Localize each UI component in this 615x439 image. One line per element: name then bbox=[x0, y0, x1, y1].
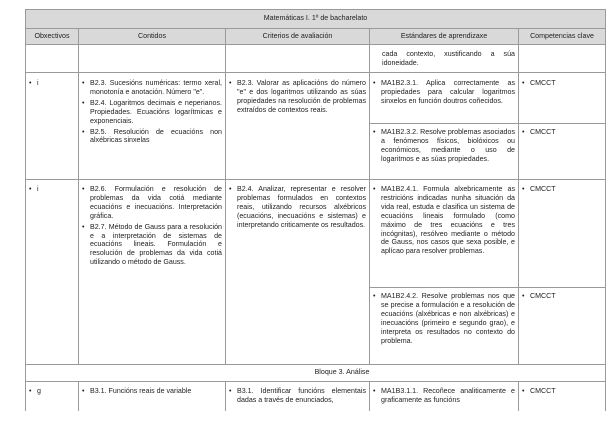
header-objectives: Obxectivos bbox=[26, 29, 78, 44]
rule bbox=[605, 9, 606, 411]
header-standards: Estándares de aprendizaxe bbox=[370, 29, 518, 44]
row3-standard: • MA1B3.1.1. Recoñece analiticamente e graficamente as funcións bbox=[373, 387, 515, 404]
rule bbox=[369, 287, 606, 288]
row1-contents bbox=[79, 78, 225, 178]
row1-objective: • i bbox=[29, 79, 39, 87]
row1-criterion: • B2.3. Valorar as aplicacións do número "e" e dos logaritmos utilizando as súas propiedades na resolución de problemas extraídos de contextos reais. bbox=[229, 79, 366, 114]
rule bbox=[369, 123, 606, 124]
row3-competence: • CMCCT bbox=[522, 387, 556, 395]
table-title: Matemáticas I. 1º de bacharelato bbox=[263, 14, 368, 22]
row1-standard-a: • MA1B2.3.1. Aplica correctamente as propiedades para calcular logaritmos sinxelos en función doutros coñecidos. bbox=[373, 79, 515, 105]
row1-competence-b: • CMCCT bbox=[522, 128, 556, 136]
row1-competence-a: • CMCCT bbox=[522, 79, 556, 87]
row2-standard-a: • MA1B2.4.1. Formula alxebricamente as restricións indicadas nunha situación da vida real, estuda e clasifica un sistema de ecuacións lineais formulado (como máximo de tres ecuacións e tres incógnitas), resólveo mediante o método de Gauss, nos casos que sexa posible, e aplícao para resolver problemas. bbox=[373, 185, 515, 256]
row1-content-item: • B2.3. Sucesións numéricas: termo xeral, monotonía e anotación. Número "e". bbox=[82, 79, 222, 96]
row1-content-item: • B2.4. Logaritmos decimais e neperianos. Propiedades. Ecuacións logarítmicas e exponenciais. bbox=[82, 98, 222, 125]
row2-contents bbox=[79, 184, 225, 364]
table-title-cell bbox=[26, 10, 605, 28]
row2-competence-b: • CMCCT bbox=[522, 292, 556, 300]
header-criteria: Criterios de avaliación bbox=[226, 29, 369, 44]
row2-content-item: • B2.6. Formulación e resolución de problemas da vida cotiá mediante ecuacións e inecuacións. Interpretación gráfica. bbox=[82, 185, 222, 220]
block-title: Bloque 3. Análise bbox=[314, 368, 370, 376]
row3-objective: • g bbox=[29, 387, 41, 395]
row2-standard-b: • MA1B2.4.2. Resolve problemas nos que se precise a formulación e a resolución de ecuacións (alxébricas e non alxébricas) e inecuacións (primeiro e segundo grao), e interpreta os resultados no contexto do problema. bbox=[373, 292, 515, 345]
row2-objective: • i bbox=[29, 185, 39, 193]
row2-content-item: • B2.7. Método de Gauss para a resolución e a interpretación de sistemas de ecuacións lineais. Formulación e resolución de problemas da vida cotiá utilizando o método de Gauss. bbox=[82, 222, 222, 267]
row3-content: • B3.1. Funcións reais de variable bbox=[82, 387, 192, 395]
continuation-standard: cada contexto, xustificando a súa idoneidade. bbox=[382, 50, 515, 67]
row3-criterion: • B3.1. Identificar funcións elementais dadas a través de enunciados, bbox=[229, 387, 366, 404]
row2-competence-a: • CMCCT bbox=[522, 185, 556, 193]
row1-standard-b: • MA1B2.3.2. Resolve problemas asociados a fenómenos físicos, biolóxicos ou económicos, mediante o uso de logaritmos e as súas propiedades. bbox=[373, 128, 515, 163]
row2-criterion: • B2.4. Analizar, representar e resolver problemas formulados en contextos reais, utilizando recursos alxébricos (ecuacións, inecuacións e sistemas) e interpretando criticamente os resultados. bbox=[229, 185, 366, 229]
header-competences: Competencias clave bbox=[519, 29, 605, 44]
header-contents: Contidos bbox=[79, 29, 225, 44]
row1-content-item: • B2.5. Resolución de ecuacións non alxébricas sinxelas bbox=[82, 127, 222, 145]
